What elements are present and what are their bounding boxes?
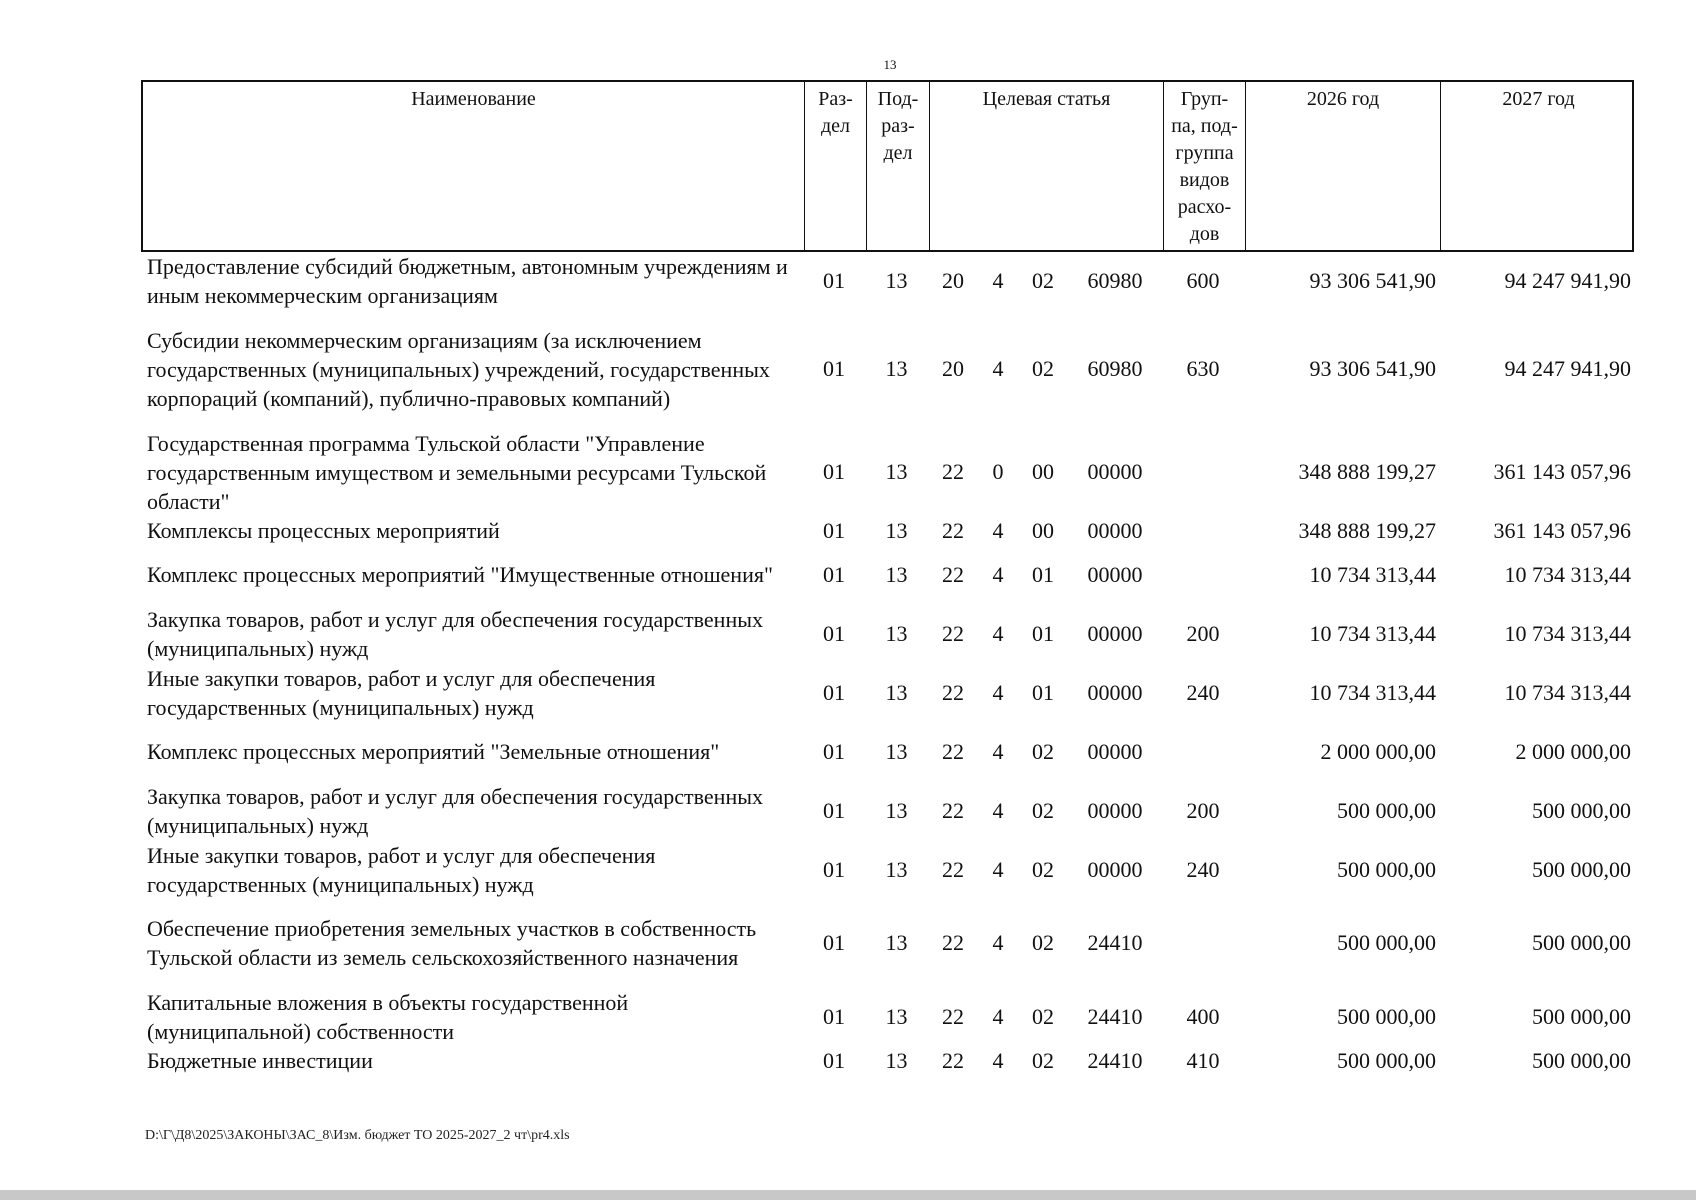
row-c1: 22 [942,930,964,955]
row-pr: 13 [885,268,908,293]
header-target: Целевая статья [930,82,1164,250]
row-c2: 4 [992,679,1004,705]
table-body [141,252,1634,1075]
table-row [141,781,1634,840]
row-pr: 13 [885,797,908,823]
file-path: D:\Г\Д8\2025\ЗАКОНЫ\ЗАС_8\Изм. бюджет ТО 2025-2027_2 чт\pr4.xls [145,1128,570,1143]
row-v2027: 361 143 057,96 [1493,459,1631,484]
row-c3: 02 [1032,797,1054,823]
row-c2: 4 [992,561,1004,587]
row-name: Субсидии некоммерческим организациям (за исключением государственных (муниципальных) учреждений, государственных корпораций (компаний), публично-правовых компаний) [147,327,770,411]
row-v2027: 500 000,00 [1532,1003,1631,1029]
row-c4: 24410 [1087,930,1143,955]
row-c1: 22 [942,459,964,484]
row-c4: 24410 [1087,1003,1143,1029]
row-v2027: 10 734 313,44 [1504,561,1631,587]
row-rz: 01 [823,930,845,955]
row-grp [1162,428,1244,516]
row-grp: 240 [1186,856,1220,882]
row-name: Иные закупки товаров, работ и услуг для обеспечения государственных (муниципальных) нужд [147,842,656,897]
row-grp: 400 [1186,1003,1220,1029]
row-name: Комплексы процессных мероприятий [147,518,500,543]
table-header [141,80,1634,252]
row-grp [1162,516,1244,545]
row-c2: 4 [992,738,1004,764]
row-grp: 630 [1186,356,1220,381]
row-c2: 0 [992,459,1004,484]
row-pr: 13 [885,1003,908,1029]
row-pr: 13 [885,930,908,955]
row-c3: 01 [1032,620,1054,646]
row-pr: 13 [885,738,908,764]
row-c2: 4 [992,856,1004,882]
row-rz: 01 [823,620,845,646]
header-group: Груп- па, под- группа видов расхо- дов [1164,82,1246,250]
header-name-label: Наименование [411,88,536,110]
row-v2027: 94 247 941,90 [1504,268,1631,293]
row-v2026: 10 734 313,44 [1309,620,1436,646]
row-v2026: 500 000,00 [1337,856,1436,882]
scan-edge [0,1190,1696,1200]
row-c3: 02 [1032,1003,1054,1029]
row-grp [1162,899,1244,987]
row-v2026: 348 888 199,27 [1298,517,1436,543]
row-pr: 13 [885,517,908,543]
row-c3: 02 [1032,1047,1054,1073]
row-rz: 01 [823,1003,845,1029]
row-pr: 13 [885,679,908,705]
row-v2026: 10 734 313,44 [1309,561,1436,587]
row-c2: 4 [992,1047,1004,1073]
row-v2027: 10 734 313,44 [1504,620,1631,646]
row-v2026: 500 000,00 [1337,1003,1436,1029]
row-name: Обеспечение приобретения земельных участков в собственность Тульской области из земель сельскохозяйственного назначения [147,916,757,970]
row-rz: 01 [823,517,845,543]
row-c1: 22 [942,738,964,764]
row-c4: 00000 [1087,459,1143,484]
header-2026: 2026 год [1246,82,1441,250]
row-c4: 24410 [1087,1047,1143,1073]
table-row [141,310,1634,428]
row-c3: 00 [1032,517,1054,543]
row-name: Бюджетные инвестиции [147,1048,373,1073]
row-c2: 4 [992,1003,1004,1029]
row-c4: 00000 [1087,856,1143,882]
row-c1: 22 [942,1003,964,1029]
row-c3: 02 [1032,356,1054,381]
row-v2026: 500 000,00 [1337,797,1436,823]
row-grp: 200 [1186,797,1220,823]
row-v2026: 500 000,00 [1337,930,1436,955]
row-pr: 13 [885,356,908,381]
row-grp [1162,545,1244,604]
table-row [141,516,1634,545]
row-c1: 22 [942,517,964,543]
row-c2: 4 [992,268,1004,293]
row-c2: 4 [992,930,1004,955]
row-c2: 4 [992,620,1004,646]
table-row [141,604,1634,663]
row-name: Закупка товаров, работ и услуг для обеспечения государственных (муниципальных) нужд [147,783,764,838]
row-c1: 20 [942,356,964,381]
row-c4: 00000 [1087,738,1143,764]
row-pr: 13 [885,561,908,587]
row-v2026: 93 306 541,90 [1309,356,1436,381]
row-grp: 240 [1186,679,1220,705]
page-number: 13 [883,57,897,72]
row-v2027: 500 000,00 [1532,1047,1631,1073]
row-c3: 02 [1032,930,1054,955]
row-c1: 22 [942,1047,964,1073]
row-v2027: 500 000,00 [1532,797,1631,823]
row-c3: 02 [1032,738,1054,764]
row-rz: 01 [823,679,845,705]
row-v2027: 2 000 000,00 [1515,738,1631,764]
row-c1: 22 [942,679,964,705]
row-v2026: 93 306 541,90 [1309,268,1436,293]
row-rz: 01 [823,856,845,882]
row-name: Комплекс процессных мероприятий "Имущественные отношения" [147,562,773,587]
row-rz: 01 [823,561,845,587]
table-row [141,722,1634,781]
row-pr: 13 [885,459,908,484]
row-v2027: 361 143 057,96 [1493,517,1631,543]
row-pr: 13 [885,1047,908,1073]
row-grp: 200 [1186,620,1220,646]
table-row [141,545,1634,604]
row-c3: 02 [1032,268,1054,293]
row-c4: 00000 [1087,561,1143,587]
row-name: Комплекс процессных мероприятий "Земельные отношения" [147,739,720,764]
header-razdel: Раз- дел [805,82,867,250]
row-c2: 4 [992,356,1004,381]
row-c1: 20 [942,268,964,293]
row-c1: 22 [942,797,964,823]
row-v2026: 10 734 313,44 [1309,679,1436,705]
row-name: Предоставление субсидий бюджетным, автономным учреждениям и иным некоммерческим организациям [147,254,788,308]
row-c3: 01 [1032,679,1054,705]
header-2027: 2027 год [1502,88,1575,110]
header-podrazdel: Под- раз- дел [867,82,930,250]
table-row [141,840,1634,899]
row-rz: 01 [823,268,845,293]
row-c4: 60980 [1087,356,1143,381]
row-c3: 00 [1032,459,1054,484]
row-v2027: 500 000,00 [1532,930,1631,955]
row-c1: 22 [942,561,964,587]
row-v2026: 2 000 000,00 [1320,738,1436,764]
row-rz: 01 [823,738,845,764]
row-rz: 01 [823,797,845,823]
row-name: Иные закупки товаров, работ и услуг для обеспечения государственных (муниципальных) нужд [147,665,656,720]
row-c2: 4 [992,517,1004,543]
table-row [141,428,1634,516]
header-name [143,82,805,250]
row-v2027: 94 247 941,90 [1504,356,1631,381]
row-pr: 13 [885,620,908,646]
row-name: Государственная программа Тульской области "Управление государственным имуществом и земельными ресурсами Тульской области" [147,430,767,514]
row-name: Капитальные вложения в объекты государственной (муниципальной) собственности [147,989,629,1044]
row-c4: 00000 [1087,517,1143,543]
row-grp [1162,722,1244,781]
row-grp: 600 [1186,268,1220,293]
row-c4: 60980 [1087,268,1143,293]
row-pr: 13 [885,856,908,882]
row-grp: 410 [1186,1047,1220,1073]
row-rz: 01 [823,459,845,484]
table-row [141,987,1634,1046]
row-name: Закупка товаров, работ и услуг для обеспечения государственных (муниципальных) нужд [147,606,764,661]
row-c4: 00000 [1087,797,1143,823]
row-c2: 4 [992,797,1004,823]
table-row [141,899,1634,987]
row-rz: 01 [823,356,845,381]
row-rz: 01 [823,1047,845,1073]
row-v2027: 500 000,00 [1532,856,1631,882]
row-v2026: 500 000,00 [1337,1047,1436,1073]
table-row [141,1046,1634,1075]
row-c1: 22 [942,856,964,882]
row-c3: 01 [1032,561,1054,587]
row-c3: 02 [1032,856,1054,882]
row-v2027: 10 734 313,44 [1504,679,1631,705]
row-c4: 00000 [1087,620,1143,646]
table-row [141,663,1634,722]
row-c4: 00000 [1087,679,1143,705]
table-row [141,252,1634,310]
row-v2026: 348 888 199,27 [1298,459,1436,484]
row-c1: 22 [942,620,964,646]
